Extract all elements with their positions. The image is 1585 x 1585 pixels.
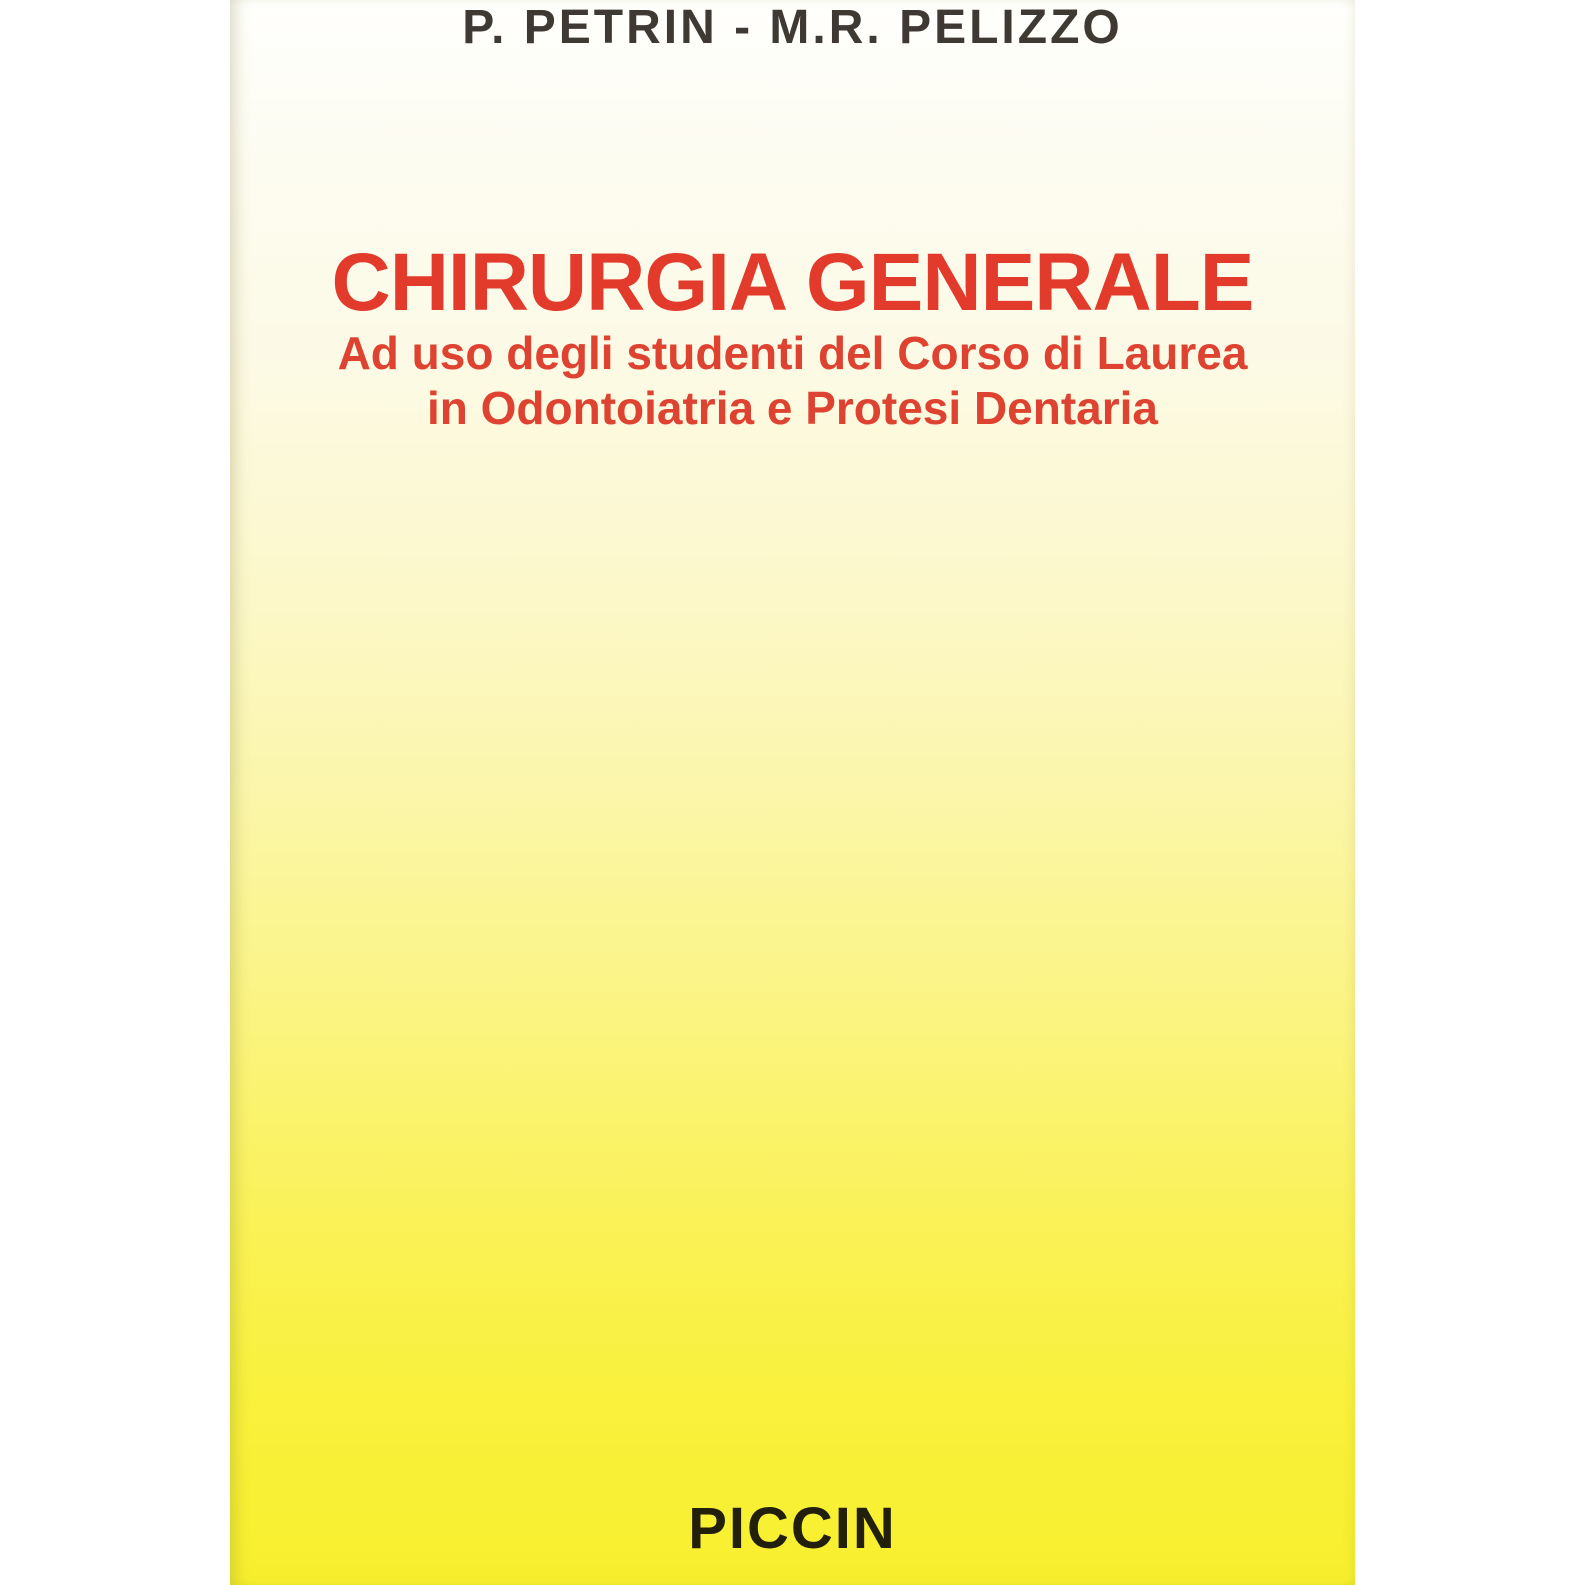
book-title: CHIRURGIA GENERALE [331, 237, 1254, 328]
author-line: P. PETRIN - M.R. PELIZZO [462, 1, 1123, 54]
subtitle-line-2: in Odontoiatria e Protesi Dentaria [426, 382, 1159, 434]
subtitle-line-1: Ad uso degli studenti del Corso di Laurea [337, 327, 1248, 379]
book-cover [230, 0, 1355, 1585]
publisher-logo: PICCIN [688, 1496, 897, 1561]
